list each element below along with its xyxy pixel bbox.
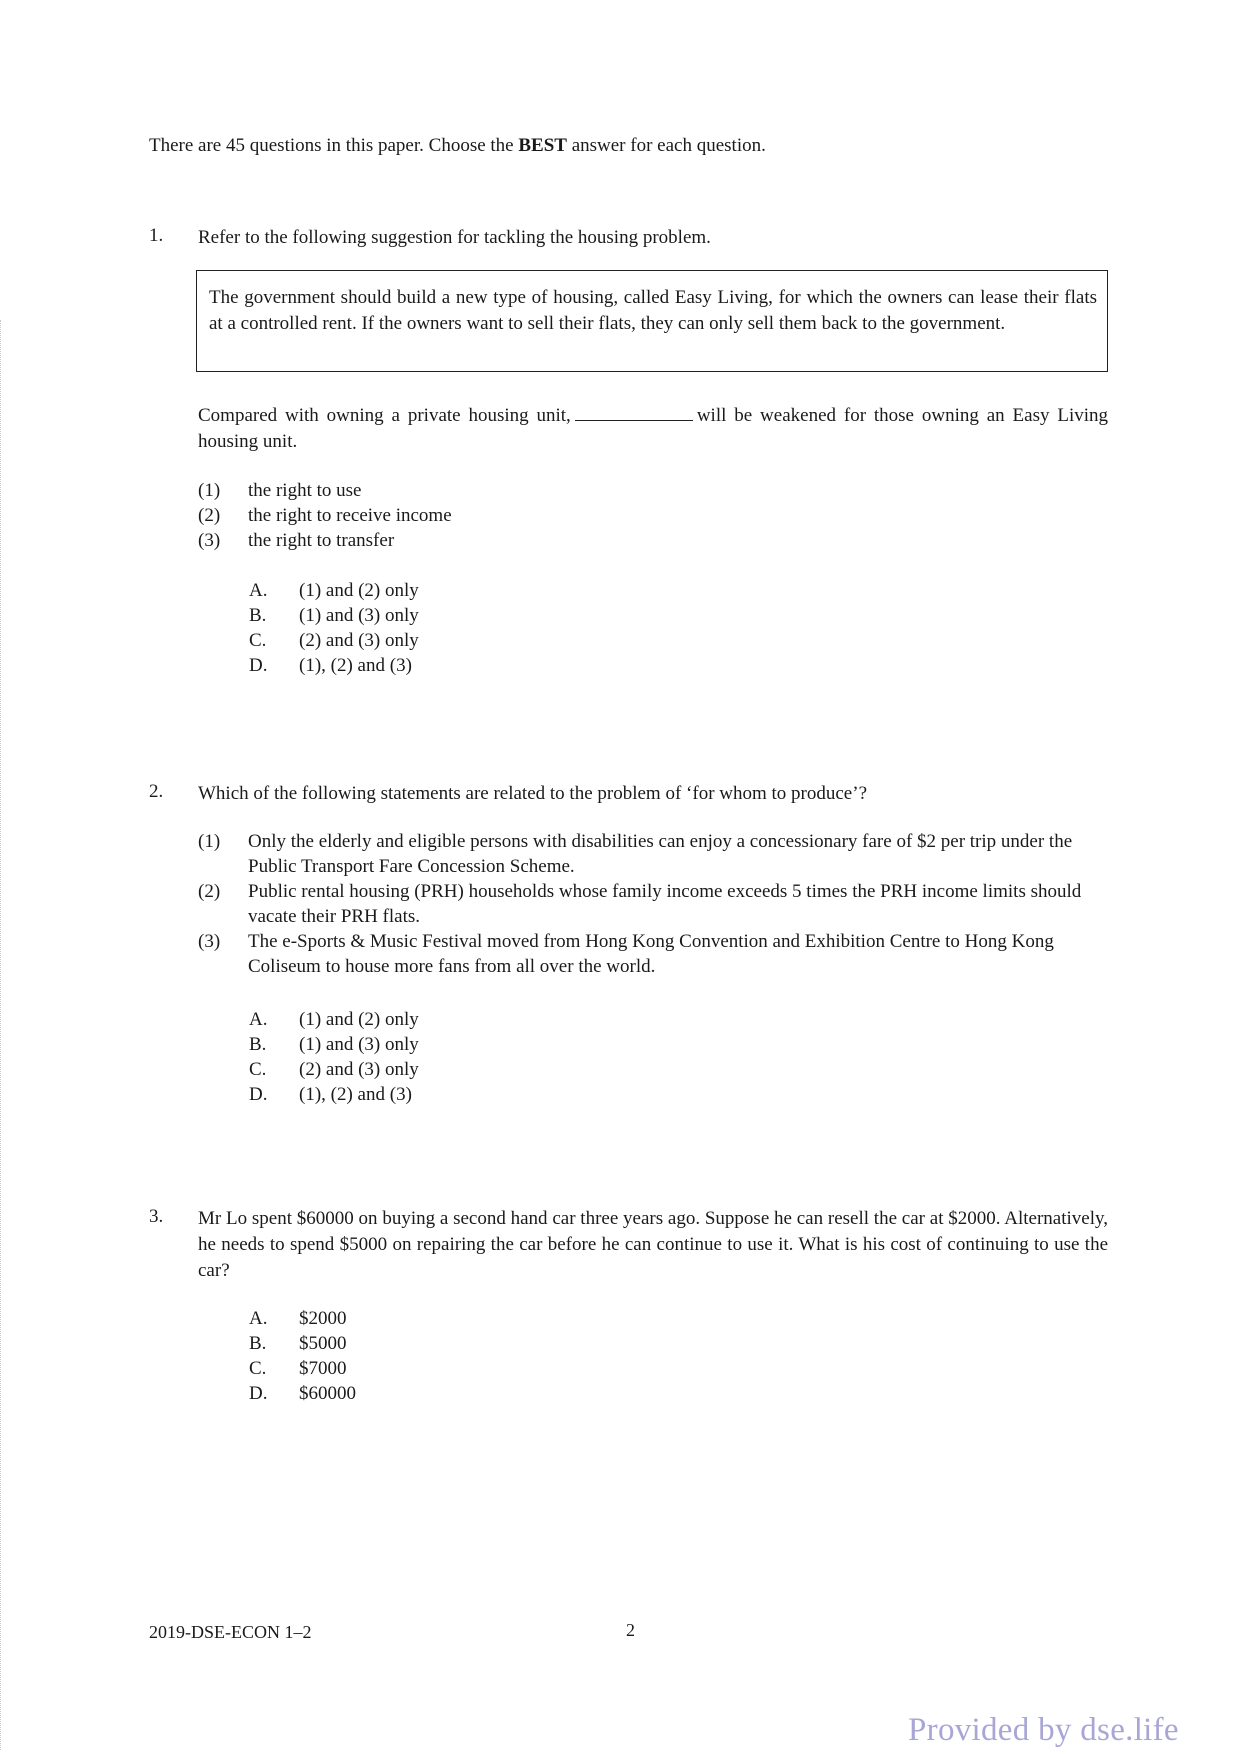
option-a: A. (1) and (2) only	[249, 580, 419, 601]
instructions-text-end: answer for each question.	[566, 135, 766, 156]
instructions-text: There are 45 questions in this paper. Choose the	[149, 135, 519, 156]
question-number: 1.	[149, 225, 164, 246]
stem-after: will be weakened for those owning an Easy Living housing unit.	[198, 405, 1109, 452]
statement-item: (3) the right to transfer	[198, 530, 395, 551]
option-b: B. (1) and (3) only	[249, 1034, 419, 1055]
question-prompt: Refer to the following suggestion for tackling the housing problem.	[198, 227, 711, 248]
option-list	[249, 578, 419, 678]
page-number: 2	[626, 1620, 635, 1640]
option-list	[249, 1306, 356, 1406]
option-d: D. (1), (2) and (3)	[249, 655, 412, 676]
option-c: C. $7000	[249, 1358, 347, 1379]
option-c: C. (2) and (3) only	[249, 1059, 419, 1080]
question-prompt: Which of the following statements are related to the problem of ‘for whom to produce’?	[198, 783, 867, 804]
scan-margin-dots	[0, 320, 3, 1750]
statement-list	[198, 829, 1108, 979]
answer-blank	[575, 402, 693, 421]
statement-item: (2) Public rental housing (PRH) households whose family income exceeds 5 times the PRH income limits should vacate their PRH flats.	[198, 881, 1082, 927]
option-b: B. (1) and (3) only	[249, 605, 419, 626]
watermark: Provided by dse.life	[908, 1712, 1179, 1748]
statement-item: (1) the right to use	[198, 480, 362, 501]
statement-list	[198, 478, 1108, 553]
option-a: A. $2000	[249, 1308, 347, 1329]
statement-item: (3) The e-Sports & Music Festival moved from Hong Kong Convention and Exhibition Centre to Hong Kong Coliseum to house more fans from all over the world.	[198, 931, 1054, 977]
instructions	[149, 135, 766, 157]
option-b: B. $5000	[249, 1333, 347, 1354]
option-d: D. $60000	[249, 1383, 356, 1404]
option-list	[249, 1007, 419, 1107]
question-prompt: Mr Lo spent $60000 on buying a second hand car three years ago. Suppose he can resell the car at $2000. Alternatively, he needs to spend $5000 on repairing the car before he can continue to use it. What is his cost of continuing to use the car?	[198, 1208, 1108, 1281]
paper-code: 2019-DSE-ECON 1–2	[149, 1622, 312, 1642]
instructions-emphasis: BEST	[518, 135, 567, 156]
suggestion-box: The government should build a new type of housing, called Easy Living, for which the owners can lease their flats at a controlled rent. If the owners want to sell their flats, they can only sell them back to the government.	[196, 270, 1108, 372]
statement-item: (1) Only the elderly and eligible persons with disabilities can enjoy a concessionary fare of $2 per trip under the Public Transport Fare Concession Scheme.	[198, 831, 1073, 877]
question-stem	[198, 402, 1108, 455]
option-a: A. (1) and (2) only	[249, 1009, 419, 1030]
stem-before: Compared with owning a private housing unit,	[198, 405, 571, 426]
statement-item: (2) the right to receive income	[198, 505, 452, 526]
option-c: C. (2) and (3) only	[249, 630, 419, 651]
question-number: 3.	[149, 1206, 164, 1227]
question-number: 2.	[149, 781, 164, 802]
option-d: D. (1), (2) and (3)	[249, 1084, 412, 1105]
